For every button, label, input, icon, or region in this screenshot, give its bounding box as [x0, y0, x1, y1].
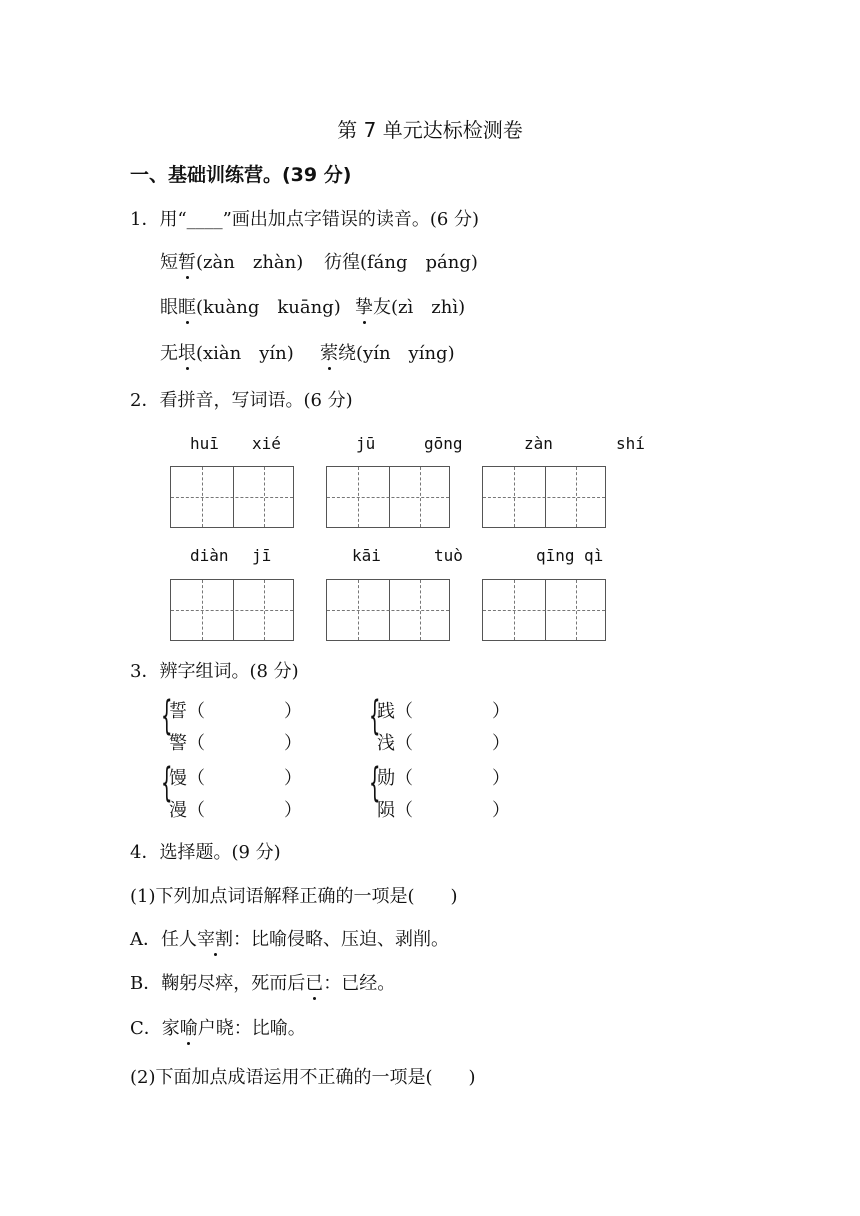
char-pair-item: 漫（	[169, 800, 205, 821]
char-pair-item: 勋（	[377, 768, 413, 789]
sub-question-1: (1)下列加点词语解释正确的一项是( )	[130, 886, 458, 907]
q1-item: 挚友(zì zhì)	[355, 293, 465, 319]
pinyin: diàn	[190, 546, 229, 565]
question-2-prompt: 2．看拼音，写词语。(6 分)	[130, 390, 353, 411]
writing-grid[interactable]	[170, 579, 294, 641]
question-4-prompt: 4．选择题。(9 分)	[130, 842, 281, 863]
pinyin: qīng	[536, 546, 575, 565]
option-a: A．任人宰割：比喻侵略、压迫、剥削。	[130, 925, 449, 951]
q1-item: 无垠(xiàn yín)	[160, 339, 294, 365]
pinyin: shí	[616, 434, 645, 453]
paren-close: ）	[492, 733, 510, 754]
paren-close: ）	[284, 768, 302, 789]
pinyin: kāi	[352, 546, 381, 565]
pinyin: jū	[356, 434, 376, 453]
char-pair-item: 警（	[169, 733, 205, 754]
q1-item: 眼眶(kuàng kuāng)	[160, 293, 341, 319]
brace-icon: {	[161, 693, 173, 739]
char-pair-item: 誓（	[169, 701, 205, 722]
brace-icon: {	[369, 693, 381, 739]
q1-item: 短暂(zàn zhàn)	[160, 248, 303, 274]
paren-close: ）	[492, 800, 510, 821]
char-pair-item: 践（	[377, 701, 413, 722]
pinyin: zàn	[524, 434, 553, 453]
char-pair-item: 浅（	[377, 733, 413, 754]
brace-icon: {	[369, 760, 381, 806]
page-title: 第 7 单元达标检测卷	[337, 118, 523, 142]
option-c: C．家喻户晓：比喻。	[130, 1014, 306, 1040]
writing-grid[interactable]	[326, 466, 450, 528]
pinyin: huī	[190, 434, 219, 453]
pinyin: xié	[252, 434, 281, 453]
question-3-prompt: 3．辨字组词。(8 分)	[130, 661, 299, 682]
paren-close: ）	[284, 800, 302, 821]
char-pair-item: 陨（	[377, 800, 413, 821]
pinyin: tuò	[434, 546, 463, 565]
paren-close: ）	[284, 701, 302, 722]
pinyin: qì	[584, 546, 604, 565]
writing-grid[interactable]	[482, 466, 606, 528]
paren-close: ）	[284, 733, 302, 754]
paren-close: ）	[492, 701, 510, 722]
char-pair-item: 馒（	[169, 768, 205, 789]
section-heading: 一、基础训练营。(39 分)	[130, 164, 352, 186]
writing-grid[interactable]	[326, 579, 450, 641]
question-1-prompt: 1．用“____”画出加点字错误的读音。(6 分)	[130, 209, 480, 230]
pinyin: gōng	[424, 434, 463, 453]
q1-item: 萦绕(yín yíng)	[320, 339, 455, 365]
q1-item: 彷徨(fáng páng)	[324, 252, 478, 273]
writing-grid[interactable]	[170, 466, 294, 528]
paren-close: ）	[492, 768, 510, 789]
option-b: B．鞠躬尽瘁，死而后已：已经。	[130, 969, 395, 995]
brace-icon: {	[161, 760, 173, 806]
pinyin: jī	[252, 546, 272, 565]
writing-grid[interactable]	[482, 579, 606, 641]
sub-question-2: (2)下面加点成语运用不正确的一项是( )	[130, 1067, 476, 1088]
